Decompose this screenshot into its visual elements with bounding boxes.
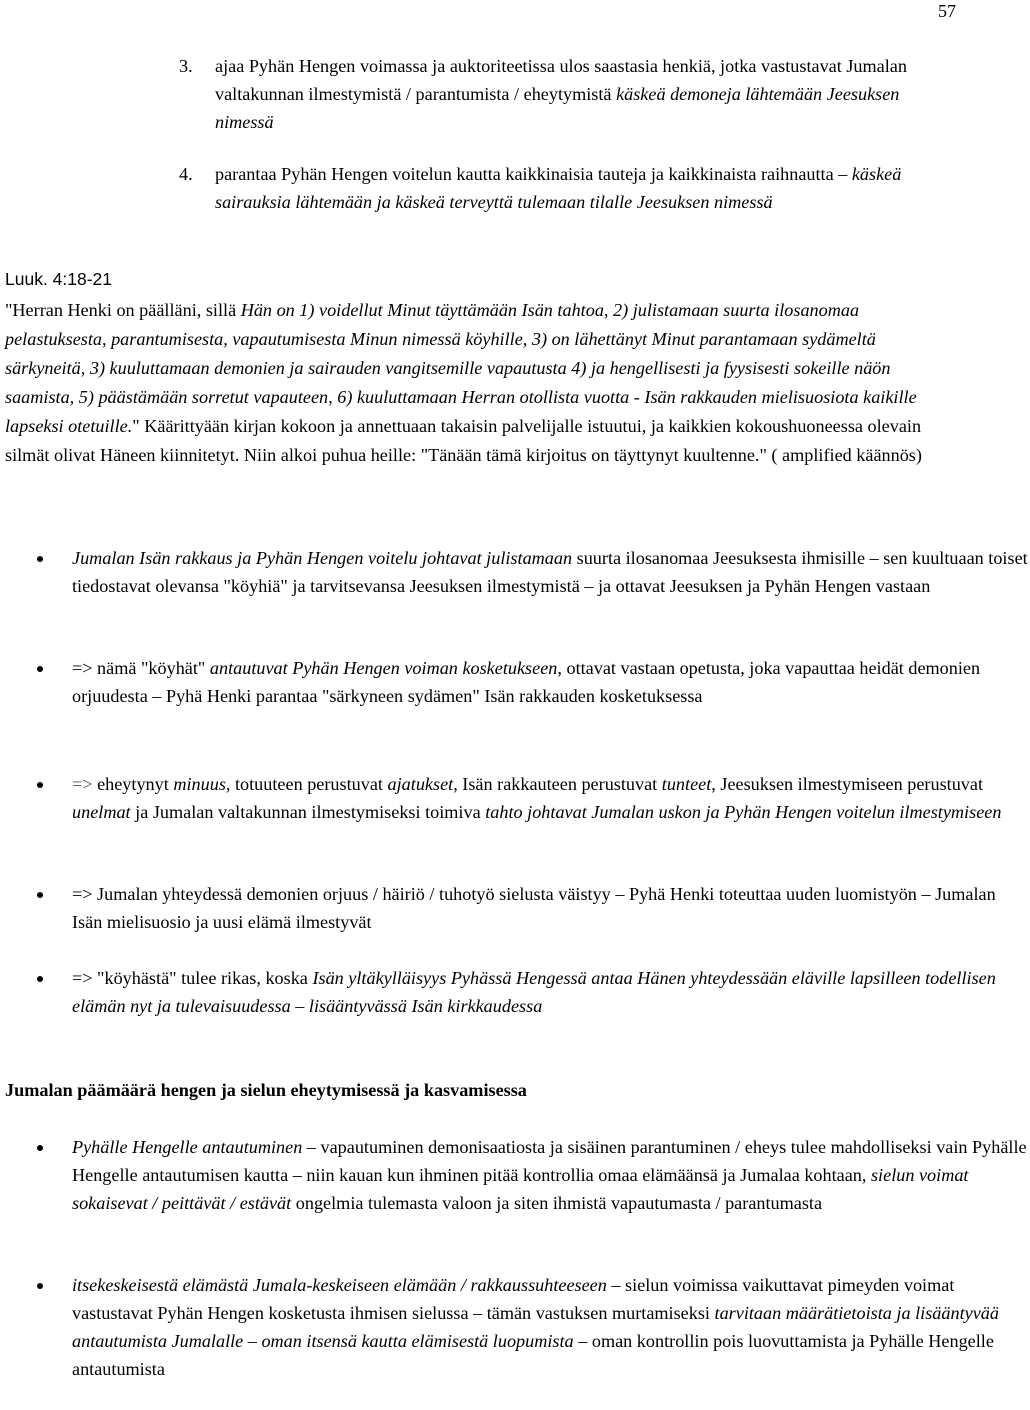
text-segment: minuus [173,774,226,794]
text-segment: Jumalan Isän rakkaus ja Pyhän Hengen voitelu johtavat julistamaan [72,548,573,568]
numbered-item-4 [179,160,954,216]
text-segment: eheytynyt [92,774,174,794]
text-segment: – vapautuminen demonisaatiosta ja sisäinen parantuminen / eheys tulee mahdolliseksi vain Pyhälle Hengelle antautumisen kautta – niin kauan kun ihminen pitää kontrollia omaa elämäänsä ja Jumalaa kohtaan, [72,1137,1027,1185]
text-segment: , totuuteen perustuvat [225,774,388,794]
numbered-item-3 [179,52,954,136]
bullet-dot-icon [37,782,43,788]
section-heading: Jumalan päämäärä hengen ja sielun eheytymisessä ja kasvamisessa [5,1080,527,1100]
text-segment: ongelmia tulemasta valoon ja siten ihmistä vapautumasta / parantumasta [291,1193,823,1213]
bullet-item [0,654,1030,710]
bullet-text [72,654,1030,710]
text-segment: ja Jumalan valtakunnan ilmestymiseksi toimiva [130,802,486,822]
text-segment: unelmat [72,802,131,822]
text-segment: suurta ilosanomaa Jeesuksesta ihmisille – sen kuultuaan toiset tiedostavat olevansa "köyhiä" ja tarvitsevansa Jeesuksen ilmestymistä – ja ottavat Jeesuksen ja Pyhän Hengen vastaan [72,548,1028,596]
bullet-text [72,544,1030,600]
text-segment: ajatukset [387,774,454,794]
text-segment: sielun voimat sokaisevat / peittävät / estävät [72,1165,969,1213]
bullet-text [72,880,1030,936]
item-number: 4. [179,164,193,184]
item-text [215,160,954,216]
bullet-dot-icon [37,666,43,672]
page-number: 57 [938,1,956,21]
text-segment: , Jeesuksen ilmestymiseen perustuvat [711,774,984,794]
text-segment: => [72,774,93,794]
scripture-reference: Luuk. 4:18-21 [5,269,113,289]
text-segment: käskeä sairauksia lähtemään ja käskeä terveyttä tulemaan tilalle Jeesuksen nimessä [215,164,902,212]
item-number: 3. [179,56,193,76]
text-segment: => nämä "köyhät" [72,658,210,678]
text-segment: => "köyhästä" tulee rikas, koska [72,968,313,988]
bullet-text [72,1271,1030,1383]
text-segment: – oman kontrollin pois luovuttamista ja Pyhälle Hengelle antautumista [72,1331,994,1379]
scripture-quote [5,296,955,470]
text-segment: – sielun voimissa vaikuttavat pimeyden voimat vastustavat Pyhän Hengen kosketusta ihmisen sielussa – tämän vastuksen murtamiseksi [72,1275,955,1323]
text-segment: , ottavat vastaan opetusta, joka vapauttaa heidät demonien orjuudesta – Pyhä Henki parantaa "särkyneen sydämen" Isän rakkauden kosketuksessa [72,658,981,706]
text-segment: => Jumalan yhteydessä demonien orjuus / häiriö / tuhotyö sielusta väistyy – Pyhä Henki toteuttaa uuden luomistyön – Jumalan Isän mielisuosio ja uusi elämä ilmestyvät [72,884,996,932]
bullet-text [72,964,1030,1020]
bullet-item [0,1271,1030,1383]
text-segment: Hän on 1) voidellut Minut täyttämään Isän tahtoa, 2) julistamaan suurta ilosanomaa pelastuksesta, parantumisesta, vapautumisesta Minun nimessä köyhille, 3) on lähettänyt Minut parantamaan sydämeltä särkyneitä, 3) kuuluttamaan demonien ja sairauden vangitsemille vapautusta 4) ja hengellisesti ja fyysisesti sokeille näön saamista, 5) päästämään sorretut vapauteen, 6) kuuluttamaan Herran otollista vuotta - Isän rakkauden mielisuosiota kaikille lapseksi otetuille. [5,300,917,436]
bullet-text [72,1133,1030,1217]
bullet-item [0,1133,1030,1217]
bullet-dot-icon [37,1145,43,1151]
text-segment: käskeä demoneja lähtemään Jeesuksen nimessä [215,84,900,132]
text-segment: antautuvat Pyhän Hengen voiman kosketukseen [209,658,558,678]
bullet-dot-icon [37,976,43,982]
bullet-item [0,880,1030,936]
text-segment: Isän yltäkylläisyys Pyhässä Hengessä antaa Hänen yhteydessään eläville lapsilleen todellisen elämän nyt ja tulevaisuudessa – lisääntyvässä Isän kirkkaudessa [72,968,996,1016]
bullet-item [0,964,1030,1020]
bullet-dot-icon [37,1283,43,1289]
bullet-text [72,770,1030,826]
text-segment: Pyhälle Hengelle antautuminen [72,1137,303,1157]
bullet-dot-icon [37,556,43,562]
text-segment: itsekeskeisestä elämästä Jumala-keskeiseen elämään / rakkaussuhteeseen [72,1275,607,1295]
bullet-item [0,544,1030,600]
item-text [215,52,954,136]
text-segment: " Käärittyään kirjan kokoon ja annettuaan takaisin palvelijalle istuutui, ja kaikkien kokoushuoneessa olevain silmät olivat Häneen kiinnitetyt. Niin alkoi puhua heille: "Tänään tämä kirjoitus on täyttynyt kuultenne." ( amplified käännös) [5,416,922,465]
bullet-dot-icon [37,892,43,898]
bullet-item [0,770,1030,826]
text-segment: ajaa Pyhän Hengen voimassa ja auktoriteetissa ulos saastasia henkiä, jotka vastustavat Jumalan valtakunnan ilmestymistä / parantumista / eheytymistä [215,56,907,104]
text-segment: parantaa Pyhän Hengen voitelun kautta kaikkinaisia tauteja ja kaikkinaista raihnautta – [215,164,852,184]
text-segment: tunteet [661,774,712,794]
text-segment: , Isän rakkauteen perustuvat [453,774,662,794]
text-segment: "Herran Henki on päälläni, sillä [5,300,241,320]
text-segment: tahto johtavat Jumalan uskon ja Pyhän Hengen voitelun ilmestymiseen [485,802,1002,822]
text-segment: tarvitaan määrätietoista ja lisääntyvää antautumista Jumalalle – oman itsensä kautta elämisestä luopumista [72,1303,999,1351]
